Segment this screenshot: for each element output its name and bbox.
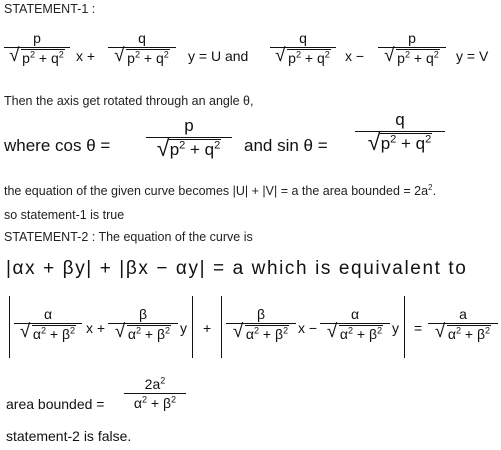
- fraction-q: q √ $p^2 + q^2$: [108, 30, 176, 66]
- y-eq-u-and: y = U and: [188, 48, 249, 64]
- y-2: y: [392, 320, 399, 336]
- rotation-line: Then the axis get rotated through an angle θ,: [4, 94, 254, 108]
- x-minus-2: x −: [298, 320, 318, 336]
- alpha-fraction: α √ $\alpha^2 + \beta^2$: [14, 306, 82, 342]
- y-1: y: [180, 320, 187, 336]
- curve-line: the equation of the given curve becomes |U| + |V| = a the area bounded = $2a^2$.: [4, 183, 437, 198]
- numerator: q: [138, 30, 146, 46]
- plus-sign: +: [203, 320, 212, 336]
- sin-fraction: q √ $p^2 + q^2$: [355, 110, 445, 154]
- statement1-true: so statement-1 is true: [4, 208, 125, 222]
- area-fraction: $2a^2$ $\alpha^2 + \beta^2$: [124, 376, 186, 411]
- statement1-heading: STATEMENT-1 :: [4, 2, 96, 16]
- x-plus: x +: [76, 48, 96, 64]
- fraction-q-2: q √ $p^2 + q^2$: [270, 30, 336, 66]
- fraction-p: p √ $p^2 + q^2$: [4, 30, 70, 66]
- numerator: α: [43, 306, 53, 322]
- beta-fraction-2: β √ $\alpha^2 + \beta^2$: [226, 306, 296, 342]
- numerator: β: [256, 306, 266, 322]
- numerator: q: [299, 30, 307, 46]
- beta-fraction: β √ $\alpha^2 + \beta^2$: [108, 306, 178, 342]
- numerator: q: [395, 110, 405, 129]
- equals-sign: =: [414, 320, 423, 336]
- and-sin: and sin θ =: [244, 136, 328, 155]
- statement2-false: statement-2 is false.: [6, 428, 132, 444]
- area-label: area bounded =: [6, 396, 105, 412]
- statement2-heading: STATEMENT-2 : The equation of the curve is: [4, 230, 253, 244]
- cos-fraction: p √ $p^2 + q^2$: [146, 116, 232, 160]
- statement2-equation: |αx + βy| + |βx − αy| = a which is equivalent to: [6, 258, 468, 279]
- alpha-fraction-2: α √ $\alpha^2 + \beta^2$: [320, 306, 390, 342]
- where-cos: where cos θ =: [4, 136, 111, 155]
- numerator: p: [33, 30, 41, 46]
- a-fraction: a √ $\alpha^2 + \beta^2$: [428, 306, 498, 342]
- numerator: β: [138, 306, 148, 322]
- numerator: p: [408, 30, 416, 46]
- numerator: a: [459, 306, 467, 322]
- x-minus: x −: [345, 48, 365, 64]
- fraction-p-2: p √ $p^2 + q^2$: [378, 30, 446, 66]
- numerator: p: [184, 116, 194, 135]
- y-eq-v: y = V: [456, 48, 489, 64]
- x-plus-2: x +: [86, 320, 106, 336]
- numerator: α: [350, 306, 360, 322]
